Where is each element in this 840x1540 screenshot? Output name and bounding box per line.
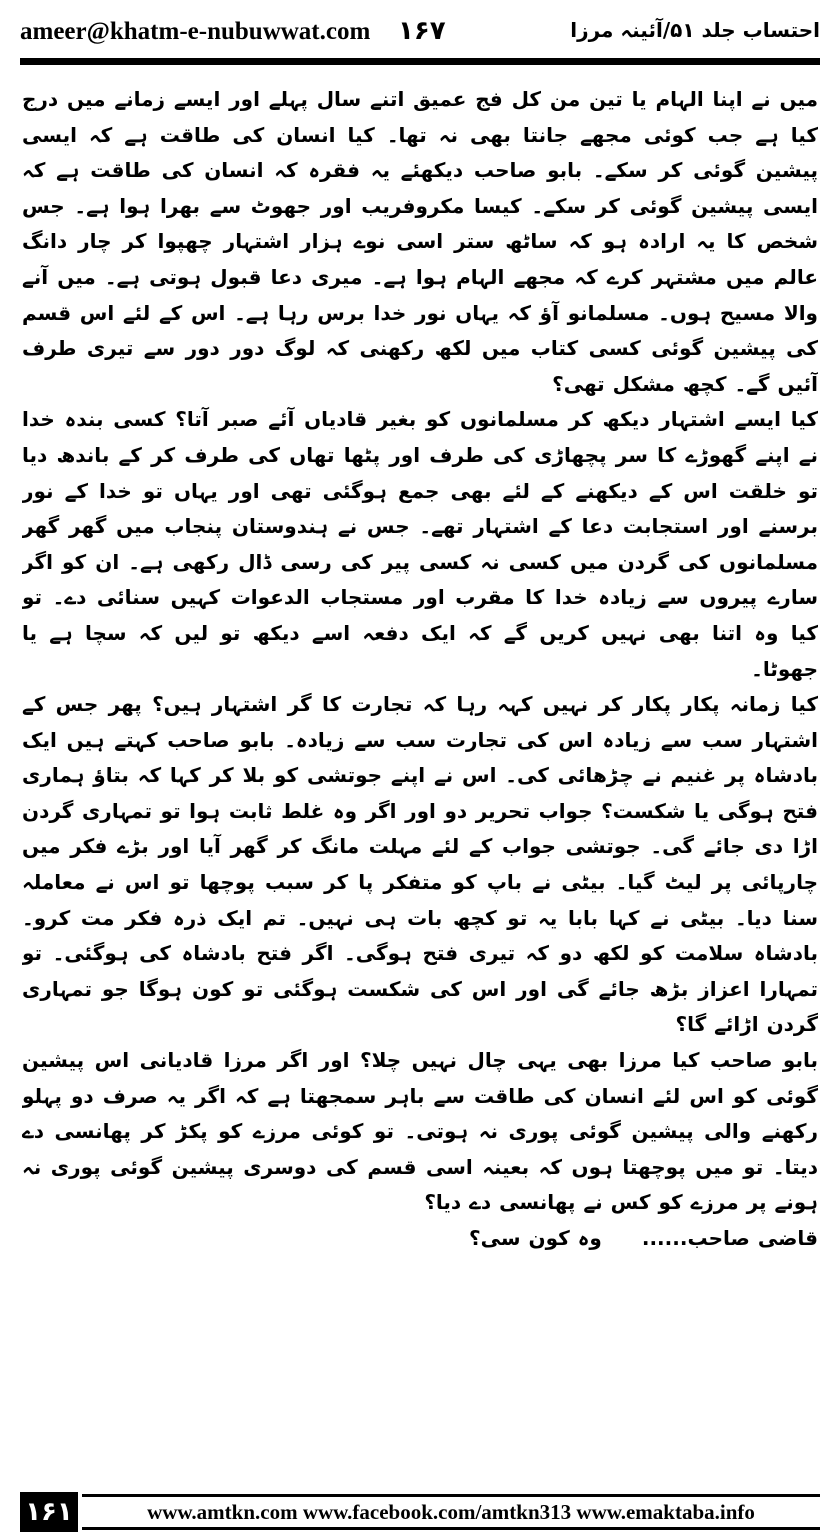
paragraph: بابو صاحب کیا مرزا بھی یہی چال نہیں چلا؟ اور اگر مرزا قادیانی اس پیشین گوئی کو اس لئے انسان کی طاقت سے باہر سمجھتا ہے کہ اگر یہ صرف دو پہلو رکھنے والی پیشین گوئی پوری نہ ہوتی۔ تو کوئی مرزے کو پکڑ کر پھانسی دے دیتا۔ تو میں پوچھتا ہوں کہ بعینہ اسی قسم کی دوسری پیشین گوئی پوری نہ ہونے پر مرزے کو کس نے پھانسی دے دیا؟ bbox=[22, 1048, 818, 1215]
page-footer bbox=[20, 1492, 820, 1532]
paragraph: کیا ایسے اشتہار دیکھ کر مسلمانوں کو بغیر قادیاں آئے صبر آتا؟ کسی بندہ خدا نے اپنے گھوڑے کا سر پچھاڑی کی طرف اور پٹھا تھاں کی طرف کر کے باندھ دیا تو خلقت اس کے دیکھنے کے لئے بھی جمع ہوگئی تھی اور یہاں تو خدا کے نور برسنے اور استجابت دعا کے اشتہار تھے۔ جس نے ہندوستان پنجاب میں گھر گھر مسلمانوں کی گردن میں کسی نہ کسی پیر کی رسی ڈال رکھی ہے۔ ان کو اگر سارے پیروں سے زیادہ خدا کا مقرب اور مستجاب الدعوات کہیں سنائی دے۔ تو کیا وہ اتنا بھی نہیں کریں گے کہ ایک دفعہ اسے دیکھ تو لیں کہ سچا ہے یا جھوٹا۔ bbox=[22, 407, 818, 681]
paragraph: کیا زمانہ پکار پکار کر نہیں کہہ رہا کہ تجارت کا گر اشتہار ہیں؟ پھر جس کے اشتہار سب سے زیادہ اس کی تجارت سب سے زیادہ۔ بابو صاحب کہتے ہیں ایک بادشاہ پر غنیم نے چڑھائی کی۔ اس نے اپنے جوتشی کو بلا کر کہا کہ بتاؤ ہماری فتح ہوگی یا شکست؟ جواب تحریر دو اور اگر وہ غلط ثابت ہوا تو تمہاری گردن اڑا دی جائے گی۔ جوتشی جواب کے لئے مہلت مانگ کر گھر آیا اور بڑے فکر میں چارپائی پر لیٹ گیا۔ بیٹی نے باپ کو متفکر پا کر سبب پوچھا تو اس نے معاملہ سنا دیا۔ بیٹی نے کہا بابا یہ تو کچھ بات ہی نہیں۔ تم ایک ذرہ فکر مت کرو۔ بادشاہ سلامت کو لکھ دو کہ تیری فتح ہوگی۔ اگر فتح بادشاہ کی ہوگئی۔ تو تمہارا اعزاز بڑھ جائے گی اور اس کی شکست ہوگئی تو کون ہوگا جو تمہاری گردن اڑائے گا؟ bbox=[22, 692, 818, 1037]
body-text bbox=[22, 82, 818, 1474]
header-email: ameer@khatm-e-nubuwwat.com bbox=[20, 18, 371, 45]
paragraph: میں نے اپنا الہام یا تین من کل فج عمیق اتنے سال پہلے اور ایسے زمانے میں درج کیا ہے جب کوئی مجھے جانتا بھی نہ تھا۔ کیا انسان کی طاقت ہے کہ ایسی پیشین گوئی کر سکے۔ بابو صاحب دیکھئے یہ فقرہ کہ انسان کی طاقت ہے کہ ایسی پیشین گوئی کر سکے۔ کیسا مکروفریب اور جھوٹ سے بھرا ہوا ہے۔ جس شخص کا یہ ارادہ ہو کہ ساٹھ ستر اسی نوے ہزار اشتہار چھپوا کر چار دانگ عالم میں مشتہر کرے کہ مجھے الہام ہوا ہے۔ میری دعا قبول ہوتی ہے۔ میں آنے والا مسیح ہوں۔ مسلمانو آؤ کہ یہاں نور خدا برس رہا ہے۔ اس کے لئے اس قسم کی پیشین گوئی کسی کتاب میں لکھ رکھنی کہ لوگ دور دور سے تیری طرف آئیں گے۔ کچھ مشکل تھی؟ bbox=[22, 87, 818, 396]
footer-bar bbox=[82, 1494, 820, 1530]
page-header bbox=[20, 14, 820, 56]
dialogue-line bbox=[22, 1221, 818, 1257]
header-rule bbox=[20, 58, 820, 65]
header-page-number: ۱۶۷ bbox=[398, 16, 446, 46]
speaker-text: وہ کون سی؟ bbox=[469, 1226, 602, 1250]
footer-page-number: ۱۶۱ bbox=[20, 1492, 78, 1532]
footer-links: www.amtkn.com www.facebook.com/amtkn313 www.emaktaba.info bbox=[147, 1500, 755, 1524]
speaker-name: قاضی صاحب...... bbox=[641, 1226, 818, 1250]
running-title: احتساب جلد ۵۱/آئینہ مرزا bbox=[570, 18, 820, 42]
